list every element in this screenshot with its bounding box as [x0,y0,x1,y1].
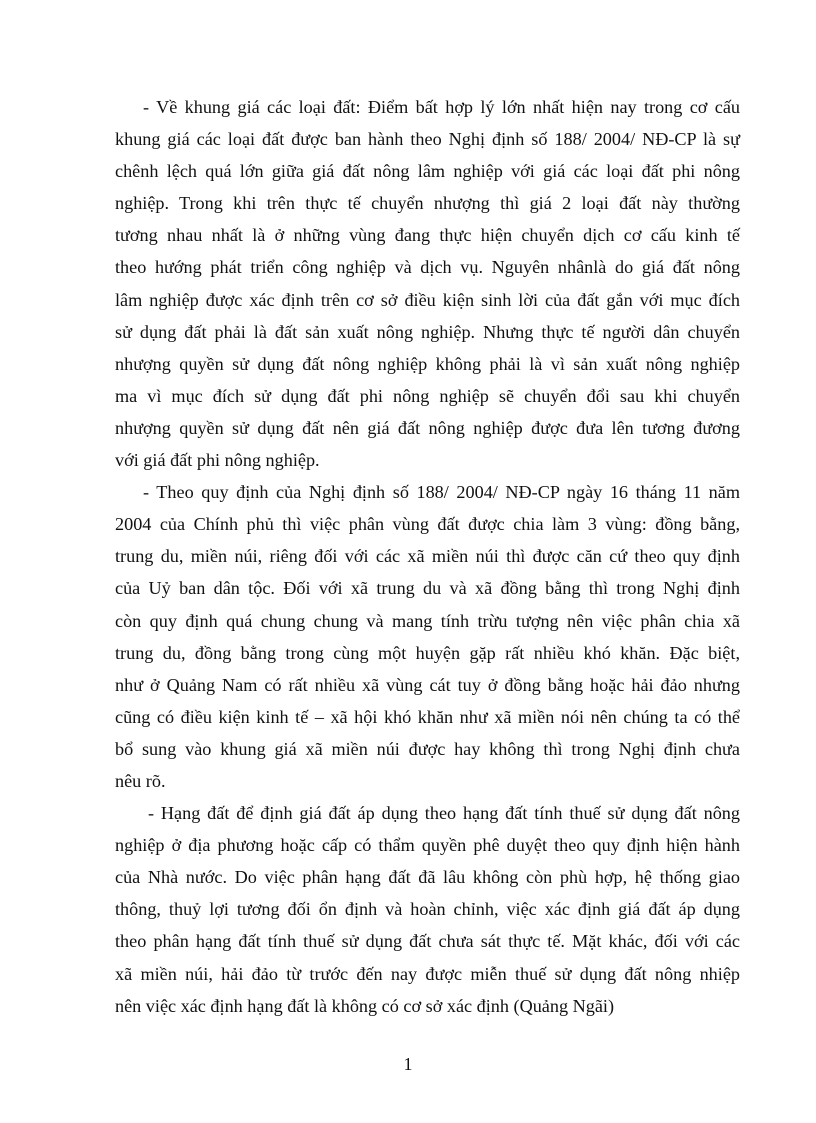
paragraph-2-line: của Uỷ ban dân tộc. Đối với xã trung du và xã đồng bằng thì trong Nghị định [115,578,740,599]
paragraph-3-line: của Nhà nước. Do việc phân hạng đất đã lâu không còn phù hợp, hệ thống giao [115,867,740,888]
paragraph-2-line: nêu rõ. [115,770,166,791]
paragraph-3-line: theo phân hạng đất tính thuế sử dụng đất chưa sát thực tế. Mặt khác, đối với các [115,931,740,952]
paragraph-3-line: nghiệp ở địa phương hoặc cấp có thẩm quyền phê duyệt theo quy định hiện hành [115,835,740,856]
paragraph-1-line: nhượng quyền sử dụng đất nên giá đất nông nghiệp được đưa lên tương đương [115,417,740,438]
paragraph-2-line: cũng có điều kiện kinh tế – xã hội khó khăn như xã miền nói nên chúng ta có thể [115,706,740,727]
paragraph-2-line: - Theo quy định của Nghị định số 188/ 2004/ NĐ-CP ngày 16 tháng 11 năm [143,482,740,503]
paragraph-2-line: trung du, miền núi, riêng đối với các xã miền núi thì được căn cứ theo quy định [115,546,740,567]
paragraph-3-line: - Hạng đất để định giá đất áp dụng theo hạng đất tính thuế sử dụng đất nông [148,803,740,824]
paragraph-3-line: xã miền núi, hải đảo từ trước đến nay được miễn thuế sử dụng đất nông nhiệp [115,963,740,984]
paragraph-1-line: khung giá các loại đất được ban hành theo Nghị định số 188/ 2004/ NĐ-CP là sự [115,129,740,150]
paragraph-2-line: bổ sung vào khung giá xã miền núi được hay không thì trong Nghị định chưa [115,738,740,759]
paragraph-1-line: ma vì mục đích sử dụng đất phi nông nghiệp sẽ chuyển đổi sau khi chuyển [115,385,740,406]
paragraph-1-line: nghiệp. Trong khi trên thực tế chuyển nhượng thì giá 2 loại đất này thường [115,193,740,214]
paragraph-2-line: 2004 của Chính phủ thì việc phân vùng đất được chia làm 3 vùng: đồng bằng, [115,514,740,535]
paragraph-3-line: thông, thuỷ lợi tương đối ổn định và hoàn chỉnh, việc xác định giá đất áp dụng [115,899,740,920]
paragraph-3-line: nên việc xác định hạng đất là không có cơ sở xác định (Quảng Ngãi) [115,995,615,1016]
paragraph-2-line: trung du, đồng bằng trong cùng một huyện gặp rất nhiều khó khăn. Đặc biệt, [115,642,740,663]
paragraph-1-line: với giá đất phi nông nghiệp. [115,450,320,471]
paragraph-1-line: tương nhau nhất là ở những vùng đang thực hiện chuyển dịch cơ cấu kinh tế [115,225,740,246]
paragraph-1-line: theo hướng phát triển công nghiệp và dịch vụ. Nguyên nhânlà do giá đất nông [115,257,740,278]
paragraph-2-line: còn quy định quá chung chung và mang tính trừu tượng nên việc phân chia xã [115,610,740,631]
page-number: 1 [403,1054,413,1074]
paragraph-1-line: - Về khung giá các loại đất: Điểm bất hợp lý lớn nhất hiện nay trong cơ cấu [143,97,740,117]
paragraph-1-line: chênh lệch quá lớn giữa giá đất nông lâm nghiệp với giá các loại đất phi nông [115,161,740,182]
paragraph-1-line: lâm nghiệp được xác định trên cơ sở điều kiện sinh lời của đất gắn với mục đích [115,289,740,310]
paragraph-2-line: như ở Quảng Nam có rất nhiều xã vùng cát tuy ở đồng bằng hoặc hải đảo nhưng [115,674,740,695]
paragraph-1-line: sử dụng đất phải là đất sản xuất nông nghiệp. Nhưng thực tế người dân chuyển [115,321,740,342]
body-text [115,91,740,1022]
paragraph-1-line: nhượng quyền sử dụng đất nông nghiệp không phải là vì sản xuất nông nghiệp [115,353,740,374]
